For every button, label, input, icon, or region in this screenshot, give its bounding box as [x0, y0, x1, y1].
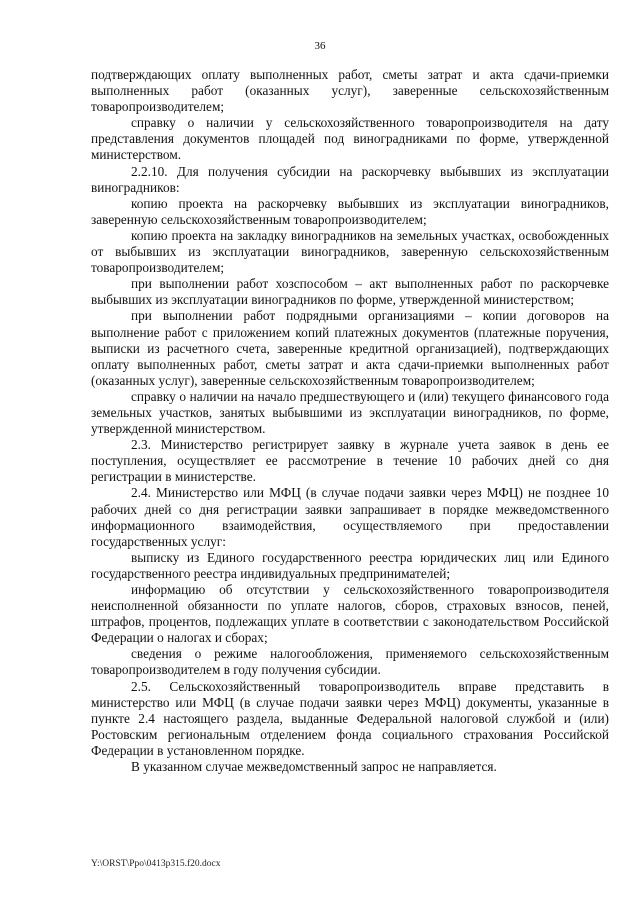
footer-file-path: Y:\ORST\Ppo\0413p315.f20.docx — [91, 859, 221, 869]
document-body — [91, 67, 609, 775]
paragraph: копию проекта на раскорчевку выбывших из эксплуатации виноградников, заверенную сельскохозяйственным товаропроизводителем; — [91, 195, 609, 227]
paragraph: 2.5. Сельскохозяйственный товаропроизводитель вправе представить в министерство или МФЦ (в случае подачи заявки через МФЦ) документы, указанные в пункте 2.4 настоящего раздела, выданные Федеральной налоговой службой и (или) Ростовским региональным отделением фонда социального страхования Российской Федерации в установленном порядке. — [91, 678, 609, 758]
paragraph: сведения о режиме налогообложения, применяемого сельскохозяйственным товаропроизводителем в году получения субсидии. — [91, 646, 609, 678]
paragraph: при выполнении работ хозспособом – акт выполненных работ по раскорчевке выбывших из эксплуатации виноградников по форме, утвержденной министерством; — [91, 276, 609, 308]
paragraph: 2.3. Министерство регистрирует заявку в журнале учета заявок в день ее поступления, осуществляет ее рассмотрение в течение 10 рабочих дней со дня регистрации в министерстве. — [91, 437, 609, 485]
paragraph: справку о наличии на начало предшествующего и (или) текущего финансового года земельных участков, занятых выбывшими из эксплуатации виноградников, по форме, утвержденной министерством. — [91, 388, 609, 437]
paragraph: выписку из Единого государственного реестра юридических лиц или Единого государственного реестра индивидуальных предпринимателей; — [91, 549, 609, 581]
paragraph: В указанном случае межведомственный запрос не направляется. — [131, 759, 497, 775]
paragraph: информацию об отсутствии у сельскохозяйственного товаропроизводителя неисполненной обязанности по уплате налогов, сборов, страховых взносов, пеней, штрафов, процентов, подлежащих уплате в соответствии с законодательством Российской Федерации о налогах и сборах; — [91, 582, 609, 646]
paragraph: справку о наличии у сельскохозяйственного товаропроизводителя на дату представления документов площадей под виноградниками по форме, утвержденной министерством. — [91, 115, 609, 163]
page-number: 36 — [314, 40, 326, 52]
paragraph: копию проекта на закладку виноградников на земельных участках, освобожденных от выбывших из эксплуатации виноградников, заверенную сельскохозяйственным товаропроизводителем; — [91, 227, 609, 276]
paragraph: подтверждающих оплату выполненных работ, сметы затрат и акта сдачи-приемки выполненных работ (оказанных услуг), заверенные сельскохозяйственным товаропроизводителем; — [91, 67, 609, 115]
paragraph: 2.2.10. Для получения субсидии на раскорчевку выбывших из эксплуатации виноградников: — [91, 163, 609, 195]
paragraph: 2.4. Министерство или МФЦ (в случае подачи заявки через МФЦ) не позднее 10 рабочих дней со дня регистрации заявки запрашивает в порядке межведомственного информационного взаимодействия, осуществляемого при предоставлении государственных услуг: — [91, 485, 609, 549]
paragraph: при выполнении работ подрядными организациями – копии договоров на выполнение работ с приложением копий платежных документов (платежные поручения, выписки из расчетного счета, заверенные кредитной организацией), подтверждающих оплату выполненных работ, сметы затрат и акта сдачи-приемки выполненных работ (оказанных услуг), заверенные сельскохозяйственным товаропроизводителем; — [91, 308, 609, 388]
